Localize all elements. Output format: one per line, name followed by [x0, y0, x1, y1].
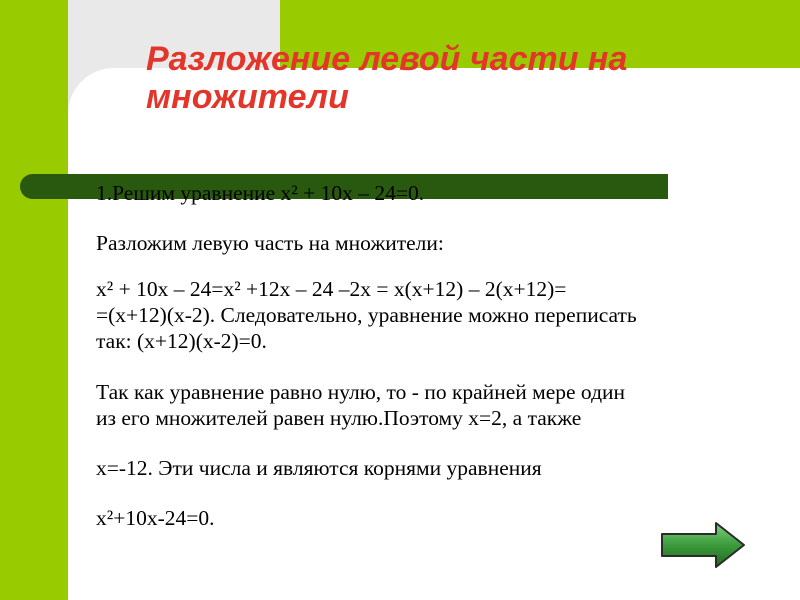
body-line: так: (x+12)(x-2)=0.: [96, 329, 267, 353]
body-line: =(x+12)(x-2). Следовательно, уравнение можно переписать: [96, 303, 637, 327]
body-line: 1.Решим уравнение x² + 10x – 24=0.: [96, 181, 425, 205]
right-arrow-icon: [658, 520, 748, 570]
body-line: Так как уравнение равно нулю, то - по крайней мере один: [96, 380, 626, 404]
body-line: x=-12. Эти числа и являются корнями уравнения: [96, 456, 542, 480]
next-slide-button[interactable]: [658, 520, 748, 570]
body-line: x²+10x-24=0.: [96, 506, 215, 530]
slide-title: Разложение левой части на множители: [146, 40, 628, 116]
body-line: из его множителей равен нулю.Поэтому x=2, а также: [96, 406, 582, 430]
body-line: x² + 10x – 24=x² +12x – 24 –2x = x(x+12) – 2(x+12)=: [96, 277, 567, 301]
body-line: Разложим левую часть на множители:: [96, 231, 444, 255]
